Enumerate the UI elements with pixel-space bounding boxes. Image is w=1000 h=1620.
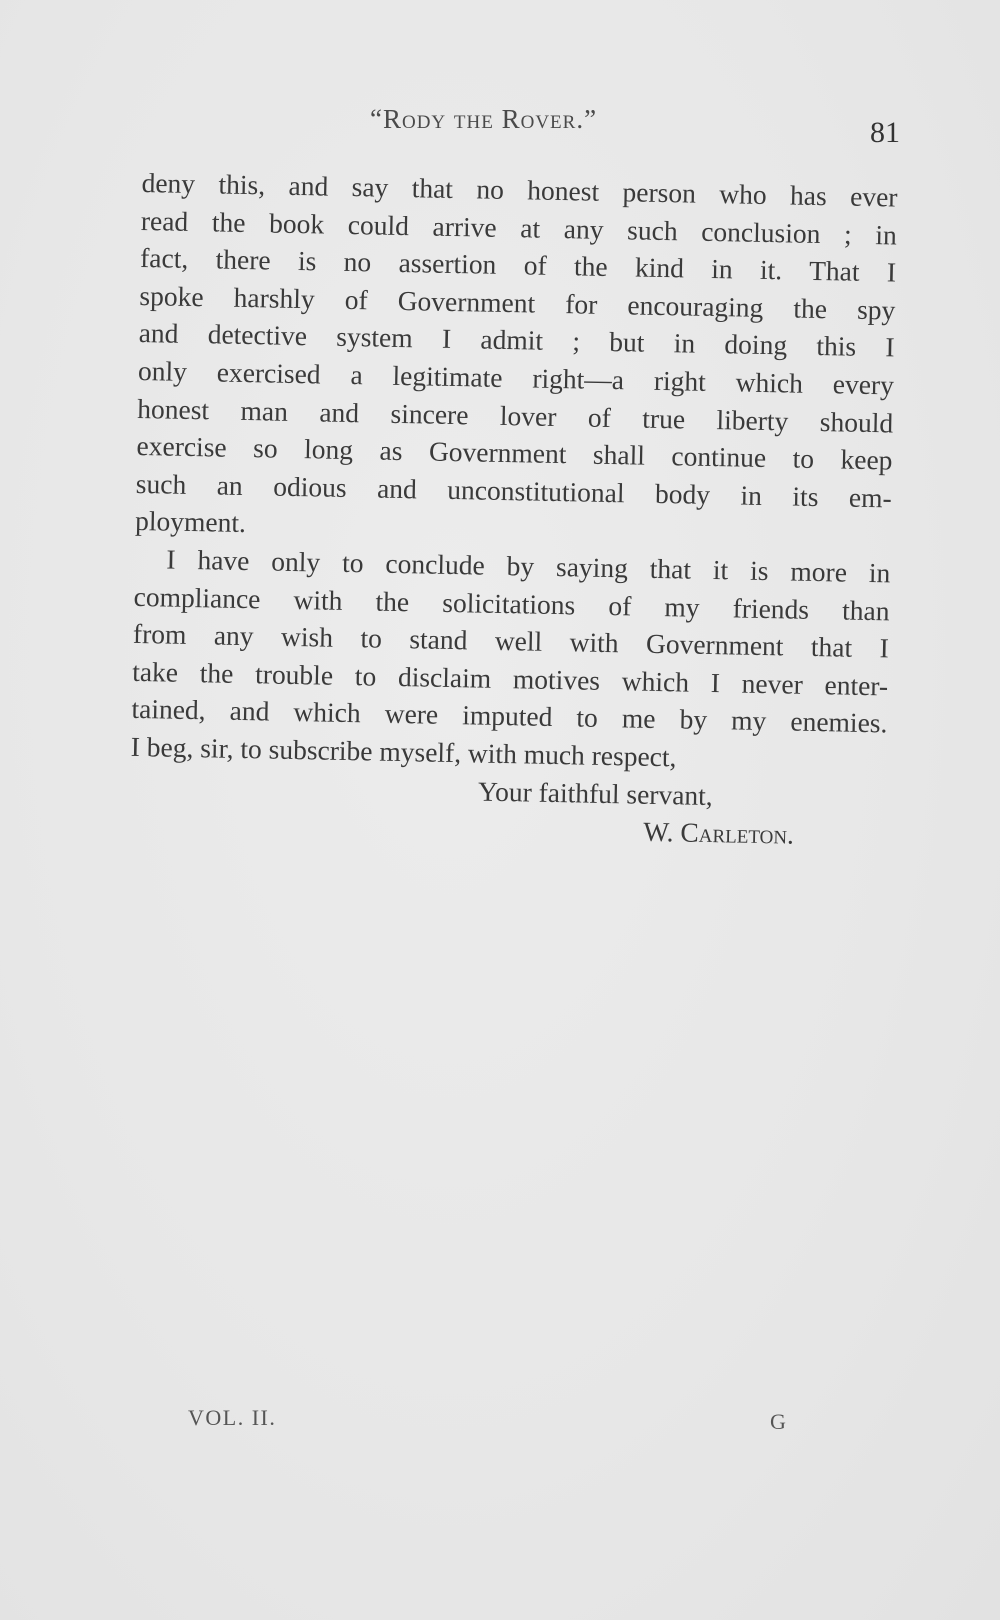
running-head <box>0 104 1000 149</box>
text-line: I beg, sir, to subscribe myself, with much respect, <box>130 730 677 773</box>
text-line: from any wish to stand well with Government that I <box>132 618 890 664</box>
text-line: exercise so long as Government shall continue to keep <box>136 430 893 476</box>
text-line: honest man and sincere lover of true liberty should <box>137 392 894 439</box>
text-line: read the book could arrive at any such conclusion ; in <box>140 204 898 251</box>
running-title: “Rody the Rover.” <box>370 104 598 134</box>
page-number: 81 <box>870 116 900 149</box>
letter-signature: W. Carleton. <box>642 815 795 850</box>
text-line: ployment. <box>134 505 247 539</box>
text-line: spoke harshly of Government for encouraging the spy <box>139 279 896 326</box>
signature-mark: G <box>770 1409 786 1434</box>
text-line: fact, there is no assertion of the kind in it. That I <box>139 242 897 288</box>
text-line: and detective system I admit ; but in doing this I <box>138 317 895 363</box>
text-line: I have only to conclude by saying that it is more in <box>166 543 891 589</box>
text-line: such an odious and unconstitutional body in its em- <box>135 467 893 514</box>
text-line: only exercised a legitimate right—a right which every <box>137 354 895 401</box>
body-text <box>129 164 898 855</box>
text-line: tained, and which were imputed to me by my enemies. <box>131 693 888 739</box>
text-line: compliance with the solicitations of my friends than <box>133 580 890 626</box>
volume-label: VOL. II. <box>188 1405 277 1430</box>
text-line: deny this, and say that no honest person who has ever <box>141 166 898 213</box>
letter-closing: Your faithful servant, <box>477 775 714 811</box>
text-line: take the trouble to disclaim motives which I never enter- <box>131 655 889 702</box>
